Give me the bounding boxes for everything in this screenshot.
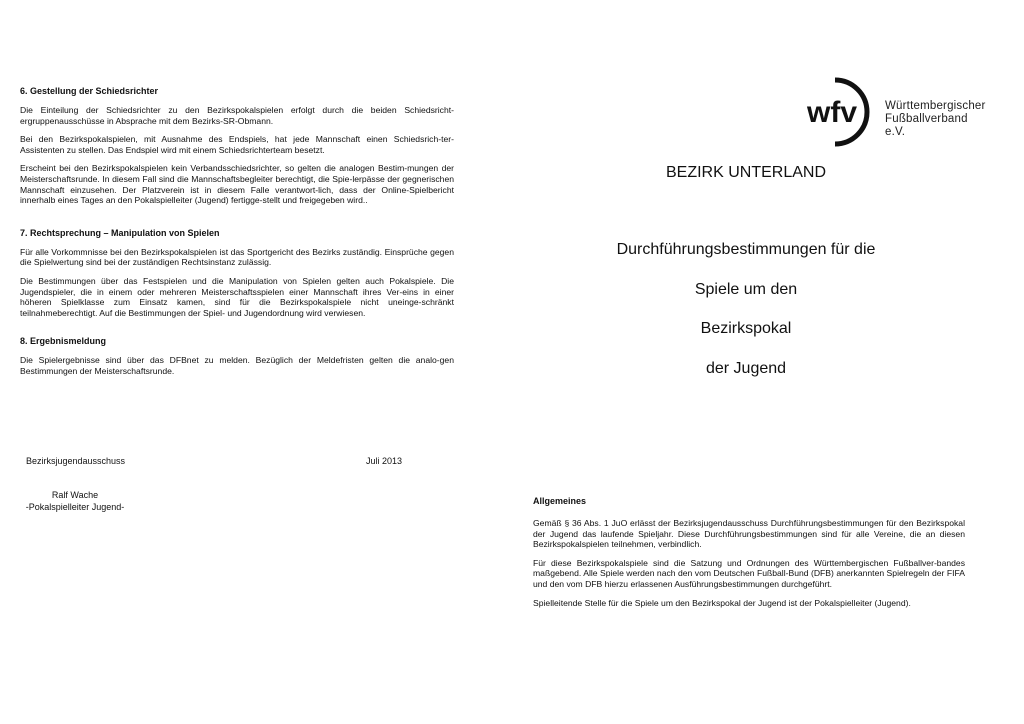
section-8-paragraph-1: Die Spielergebnisse sind über das DFBnet zu melden. Bezüglich der Meldefristen gelten die analo-gen Bestimmungen der Meisterschaftsrunde.	[20, 355, 454, 376]
general-paragraph-3: Spielleitende Stelle für die Spiele um den Bezirkspokal der Jugend ist der Pokalspielleiter (Jugend).	[533, 597, 911, 608]
signer-block	[20, 489, 130, 513]
title-line-4: der Jugend	[705, 359, 787, 377]
section-7-paragraph-2: Die Bestimmungen über das Festspielen und die Manipulation von Spielen gelten auch Pokalspiele. Die Jugendspieler, die in einem oder mehreren Meisterschaftsspielen einer Mannschaft ihres Ver-eins in einer höheren Spielklasse zum Einsatz kamen, sind für die Bezirkspokalspiele nicht uneinge-schränkt teilnahmeberechtigt. Auf die Bestimmungen der Spiel- und Jugendordnung wird verwiesen.	[20, 275, 454, 318]
signer-name: Ralf Wache	[51, 490, 99, 500]
wfv-logo	[805, 76, 987, 148]
logo-text-line-1: Württembergischer	[885, 100, 986, 112]
title-line-3: Bezirkspokal	[700, 320, 792, 337]
section-7-paragraph-1: Für alle Vorkommnisse bei den Bezirkspokalspielen ist das Sportgericht des Bezirks zuständig. Einsprüche gegen die Spielwertung sind bei der zuständigen Rechtsinstanz zulässig.	[20, 246, 454, 268]
wfv-logo-icon	[805, 76, 873, 148]
title-line-2: Spiele um den	[694, 280, 798, 298]
signature-date: Juli 2013	[366, 456, 403, 466]
logo-text-line-2: Fußballverband e.V.	[885, 113, 968, 138]
document-title	[600, 240, 892, 398]
signer-role: -Pokalspielleiter Jugend-	[25, 502, 125, 512]
left-page-content	[20, 86, 454, 385]
section-6-title: 6. Gestellung der Schiedsrichter	[20, 86, 159, 96]
section-6-paragraph-1: Die Einteilung der Schiedsrichter zu den Bezirkspokalspielen erfolgt durch die beiden Schiedsricht-ergruppenausschüsse in Absprache mit dem Bezirks-SR-Obmann.	[20, 105, 454, 126]
signature-organization: Bezirksjugendausschuss	[26, 456, 126, 466]
wfv-logo-mark: wfv	[807, 96, 858, 129]
general-paragraph-2: Für diese Bezirkspokalspiele sind die Satzung und Ordnungen des Württembergischen Fußballver-bandes maßgebend. Alle Spiele werden nach den vom Deutschen Fußball-Bund (DFB) anerkannten Spielregeln der FIFA und den vom DFB hierzu erlassenen Ausführungsbestimmungen durchgeführt.	[533, 557, 965, 589]
district-heading: BEZIRK UNTERLAND	[665, 164, 827, 181]
title-line-1: Durchführungsbestimmungen für die	[616, 241, 876, 258]
general-section	[533, 496, 965, 616]
section-6-paragraph-3: Erscheint bei den Bezirkspokalspielen kein Verbandsschiedsrichter, so gelten die analogen Bestim-mungen der Meisterschaftsrunde. In diesem Fall sind die Mannschaftsbegleiter berechtigt, die Spie-lerpässe der gegnerischen Mannschaft einzusehen. Der Platzverein ist in diesem Falle verantwort-lich, dass der Online-Spielbericht innerhalb eines Tages an den Pokalspielleiter (Jugend) fertigge-stellt und freigegeben wird..	[20, 163, 454, 206]
section-8-title: 8. Ergebnismeldung	[20, 336, 107, 347]
general-paragraph-1: Gemäß § 36 Abs. 1 JuO erlässt der Bezirksjugendausschuss Durchführungsbestimmungen für den Bezirkspokal der Jugend das laufende Spieljahr. Diese Durchführungsbestimmungen sind für alle Vereine, die an diesen Bezirkspokalspielen teilnehmen, verbindlich.	[533, 518, 965, 550]
section-7-title: 7. Rechtsprechung – Manipulation von Spielen	[20, 227, 220, 238]
section-6-paragraph-2: Bei den Bezirkspokalspielen, mit Ausnahme des Endspiels, hat jede Mannschaft einen Schiedsrich-ter-Assistenten zu stellen. Das Endspiel wird mit einem Schiedsrichterteam besetzt.	[20, 134, 454, 155]
general-title: Allgemeines	[533, 496, 587, 506]
logo-text	[885, 100, 987, 139]
